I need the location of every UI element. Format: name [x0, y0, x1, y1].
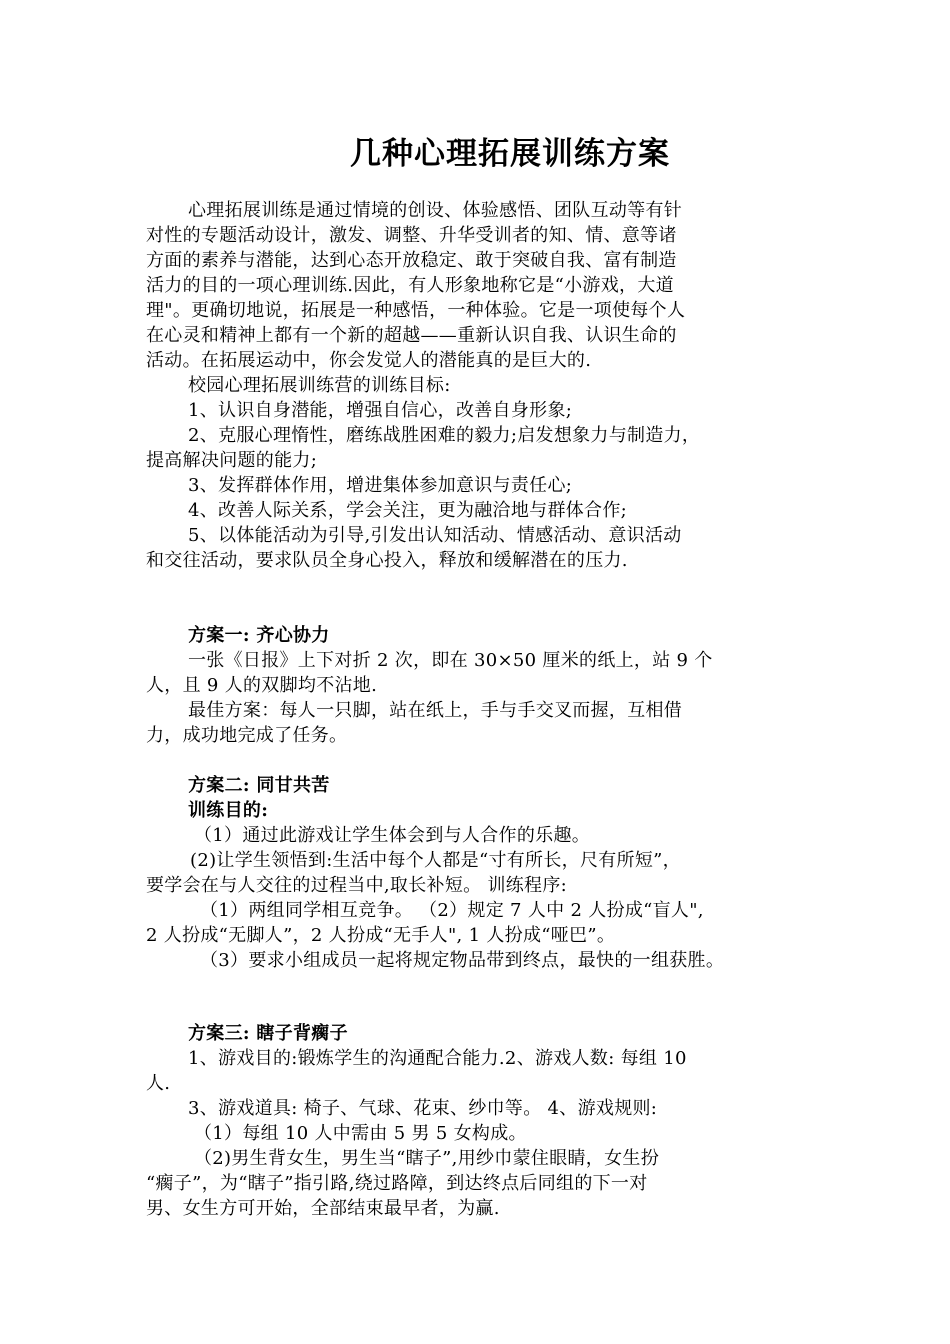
section-heading-3: 方案三: 瞎子背瘸子	[188, 1023, 348, 1044]
section-heading-2: 方案二: 同甘共苦	[188, 775, 330, 796]
paragraph-line: 男、女生方可开始，全部结束最早者，为赢.	[146, 1198, 500, 1219]
paragraph-line: 心理拓展训练是通过情境的创设、体验感悟、团队互动等有针	[188, 200, 683, 221]
list-item: 2、克服心理惰性，磨练战胜困难的毅力;启发想象力与制造力，	[188, 425, 701, 446]
subheading: 训练目的:	[188, 800, 269, 821]
paragraph-line: 人，且 9 人的双脚均不沾地.	[146, 675, 378, 696]
paragraph-line: (2)让学生领悟到:生活中每个人都是“寸有所长，尺有所短”，	[190, 850, 681, 871]
list-item: 5、以体能活动为引导,引发出认知活动、情感活动、意识活动	[188, 525, 682, 546]
list-item: 和交往活动，要求队员全身心投入，释放和缓解潜在的压力.	[146, 550, 628, 571]
list-item: 提高解决问题的能力;	[146, 450, 318, 471]
paragraph-line: 最佳方案：每人一只脚，站在纸上，手与手交叉而握，互相借	[188, 700, 683, 721]
paragraph-line: （1）每组 10 人中需由 5 男 5 女构成。	[194, 1123, 527, 1144]
paragraph-line: 方面的素养与潜能，达到心态开放稳定、敢于突破自我、富有制造	[146, 250, 677, 271]
paragraph-line: 理"。更确切地说，拓展是一种感悟，一种体验。它是一项使每个人	[146, 300, 686, 321]
paragraph-line: 对性的专题活动设计，激发、调整、升华受训者的知、情、意等诸	[146, 225, 677, 246]
section-heading-1: 方案一: 齐心协力	[188, 625, 330, 646]
paragraph-line: 活动。在拓展运动中，你会发觉人的潜能真的是巨大的.	[146, 350, 592, 371]
paragraph-line: 1、游戏目的:锻炼学生的沟通配合能力.2、游戏人数: 每组 10	[188, 1048, 687, 1069]
list-item: 1、认识自身潜能，增强自信心，改善自身形象;	[188, 400, 573, 421]
paragraph-line: （1）通过此游戏让学生体会到与人合作的乐趣。	[194, 825, 591, 846]
paragraph-line: 要学会在与人交往的过程当中,取长补短。 训练程序:	[146, 875, 568, 896]
paragraph-line: 2 人扮成“无脚人”，2 人扮成“无手人", 1 人扮成“哑巴”。	[146, 925, 616, 946]
paragraph-line: 力，成功地完成了任务。	[146, 725, 348, 746]
paragraph-line: （1）两组同学相互竞争。 （2）规定 7 人中 2 人扮成“盲人",	[200, 900, 704, 921]
paragraph-line: （2)男生背女生，男生当“瞎子”,用纱巾蒙住眼睛，女生扮	[194, 1148, 659, 1169]
paragraph-line: 人.	[146, 1073, 171, 1094]
paragraph-line: 一张《日报》上下对折 2 次，即在 30×50 厘米的纸上，站 9 个	[188, 650, 713, 671]
paragraph-line: 活力的目的一项心理训练.因此，有人形象地称它是“小游戏，大道	[146, 275, 674, 296]
paragraph-line: 3、游戏道具: 椅子、气球、花束、纱巾等。 4、游戏规则:	[188, 1098, 658, 1119]
paragraph-line: （3）要求小组成员一起将规定物品带到终点，最快的一组获胜。	[200, 950, 725, 971]
document-title: 几种心理拓展训练方案	[350, 136, 670, 172]
list-item: 3、发挥群体作用，增进集体参加意识与责任心;	[188, 475, 573, 496]
paragraph-line: 校园心理拓展训练营的训练目标:	[188, 375, 451, 396]
paragraph-line: 在心灵和精神上都有一个新的超越——重新认识自我、认识生命的	[146, 325, 677, 346]
paragraph-line: “瘸子”，为“瞎子”指引路,绕过路障，到达终点后同组的下一对	[146, 1173, 648, 1194]
list-item: 4、改善人际关系，学会关注，更为融洽地与群体合作;	[188, 500, 628, 521]
